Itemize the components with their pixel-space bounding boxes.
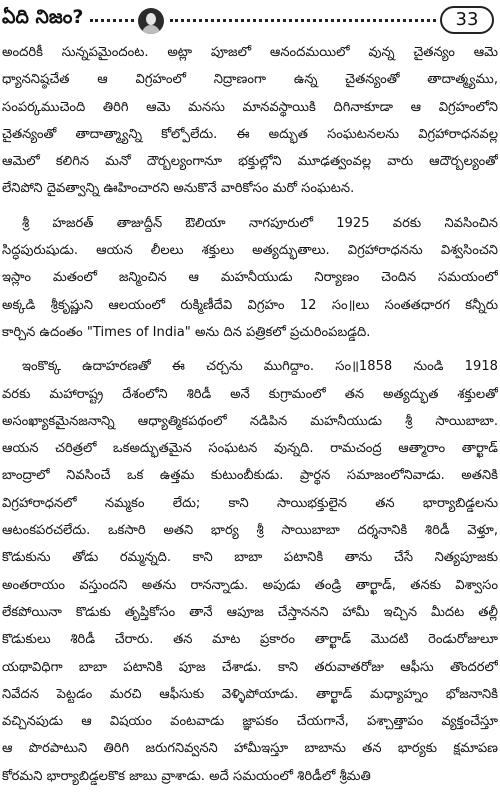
paragraph xyxy=(2,39,498,203)
text-line: అసంఖ్యాకమైనజనాన్ని ఆధ్యాత్మికపథంలో నడిపిన మహనీయుడు శ్రీ సాయిబాబా. xyxy=(2,413,498,429)
text-line: యథావిధిగా బాబా పటానికి పూజ చేశాడు. కాని తరువాతరోజు ఆఫీసు తొందరలో xyxy=(2,659,498,675)
text-line: వచ్చినపుడు ఆ విషయం వంటవాడు జ్ఞాపకం చేయగానే, పశ్చాత్తాపం వ్యక్తంచేస్తూ xyxy=(2,714,498,730)
paragraph xyxy=(2,353,498,790)
text-line: ఆయన చరిత్రలో ఒకఅద్భుతమైన సంఘటన వున్నది. రామచంద్ర ఆత్మారాం తార్ఖాడ్ xyxy=(2,441,498,457)
header-rule-left xyxy=(90,19,134,26)
text-line: కోరమని భార్యాబిడ్డలకొక జాబు వ్రాశాడు. అదే సమయంలో శిరిడీలో శ్రీమతి xyxy=(2,768,371,784)
paragraph-gap xyxy=(2,203,498,210)
text-line: సిద్ధపురుషుడు. ఆయన లీలలు శక్తులు అత్యద్భుతాలు. విగ్రహారాధనను విశ్వసించని xyxy=(2,243,498,259)
text-line: కార్చిన ఉదంతం "Times of India" అను దిన పత్రికలో ప్రచురింపబడ్డది. xyxy=(2,324,371,340)
text-line: లేకపోయినా కొడుకు తృప్తికోసం తానే ఆపూజ చేస్తాననని హామీ ఇచ్చిన మీదట తల్లీ xyxy=(2,604,498,620)
text-line: అంతరాయం వస్తుందని అతను రానన్నాడు. అపుడు తండ్రి తార్ఖాడ్, తనకు విశ్వాసం xyxy=(2,577,498,593)
paragraph-gap xyxy=(2,346,498,353)
text-line: కొడుకులు శిరిడీ చేరారు. తన మాట ప్రకారం తార్ఖాడ్ మొదటి రెండురోజులూ xyxy=(2,632,498,648)
text-line: ఆమెలో కలిగిన మనో దౌర్బల్యంగానూ భక్తుల్లోని మూఢత్వంవల్ల వారు ఆదౌర్బల్యంతో xyxy=(2,154,498,170)
text-line: బాంద్రాలో నివసించే ఒక ఉత్తమ కుటుంబీకుడు. ప్రార్థన సమాజంలోనివాడు. అతనికి xyxy=(2,468,498,484)
text-line: అందరికీ సున్నపమైందంట. అట్లా పూజలో ఆనందమయిలో వున్న చైతన్యం ఆమె xyxy=(2,45,498,60)
text-line: నివేదన పెట్టడం మరచి ఆఫీసుకు వెళ్ళిపోయాడు. తార్ఖాడ్ మధ్యాహ్నం భోజనానికి xyxy=(2,686,498,702)
text-line: చైతన్యంతో తాదాత్మ్యాన్ని కోల్పోలేదు. ఈ అద్భుత సంఘటనలను విగ్రహారాధనవల్ల xyxy=(2,126,498,142)
page-number: 33 xyxy=(440,6,494,34)
running-title: ఏది నిజం? xyxy=(2,6,84,28)
text-line: సంపర్కముచెంది తిరిగి ఆమె మనసు మానవస్థాయికి దిగినాకూడా ఆ విగ్రహంలోని xyxy=(2,99,498,115)
text-line: వరకు మహారాష్ట్ర దేశంలోని శిరిడీ అనే కుగ్రామంలో తన అత్యద్భుత శక్తులతో xyxy=(2,386,498,402)
text-line: విగ్రహారాధనలో నమ్మకం లేదు; కాని సాయిభక్తులైన తన భార్యాబిడ్డలను xyxy=(2,495,498,511)
text-line: అక్కడి శ్రీకృష్ణుని ఆలయంలో రుక్మిణీదేవి విగ్రహం 12 సం॥లు సంతతధారగ కన్నీరు xyxy=(2,297,498,313)
paragraph xyxy=(2,210,498,346)
author-portrait-icon xyxy=(138,8,164,34)
text-line: ధ్యాననిష్ఠచేత ఆ విగ్రహంలో నిద్రాణంగా ఉన్న చైతన్యంతో తాదాత్మ్యము, xyxy=(2,72,498,88)
text-line: శ్రీ హజరత్ తాజుద్దీన్ ఔలియా నాగపూరులో 1925 వరకు నివసించిన xyxy=(22,215,498,231)
text-line: ఇస్లాం మతంలో జన్మించిన ఆ మహనీయుడు నిర్యాణం చెందిన సమయంలో xyxy=(2,270,498,286)
page-header xyxy=(0,6,500,36)
text-line: లేనిపోని దైవత్వాన్ని ఊహించారని అనుకొనే వారికోసం మరో సంఘటన. xyxy=(2,181,355,197)
text-line: కొడుకును తోడు రమ్మన్నది. కాని బాబా పటానికి తాను చేసే నిత్యపూజకు xyxy=(2,550,498,566)
text-line: ఆ పొరపాటుని తిరిగి జరుగనివ్వనని హామీఇస్తూ బాబాను తన భార్యకు క్షమాపణ xyxy=(2,741,498,757)
header-rule-right xyxy=(170,19,436,26)
text-line: ఆటంకపరచలేదు. ఒకసారి అతని భార్య శ్రీ సాయిబాబా దర్శనానికి శిరిడీ వెళ్తూ, xyxy=(2,523,498,539)
body-text xyxy=(2,39,498,790)
text-line: ఇంకొక్క ఉదాహరణతో ఈ చర్చను ముగిద్దాం. సం॥1858 నుండి 1918 xyxy=(22,359,498,375)
